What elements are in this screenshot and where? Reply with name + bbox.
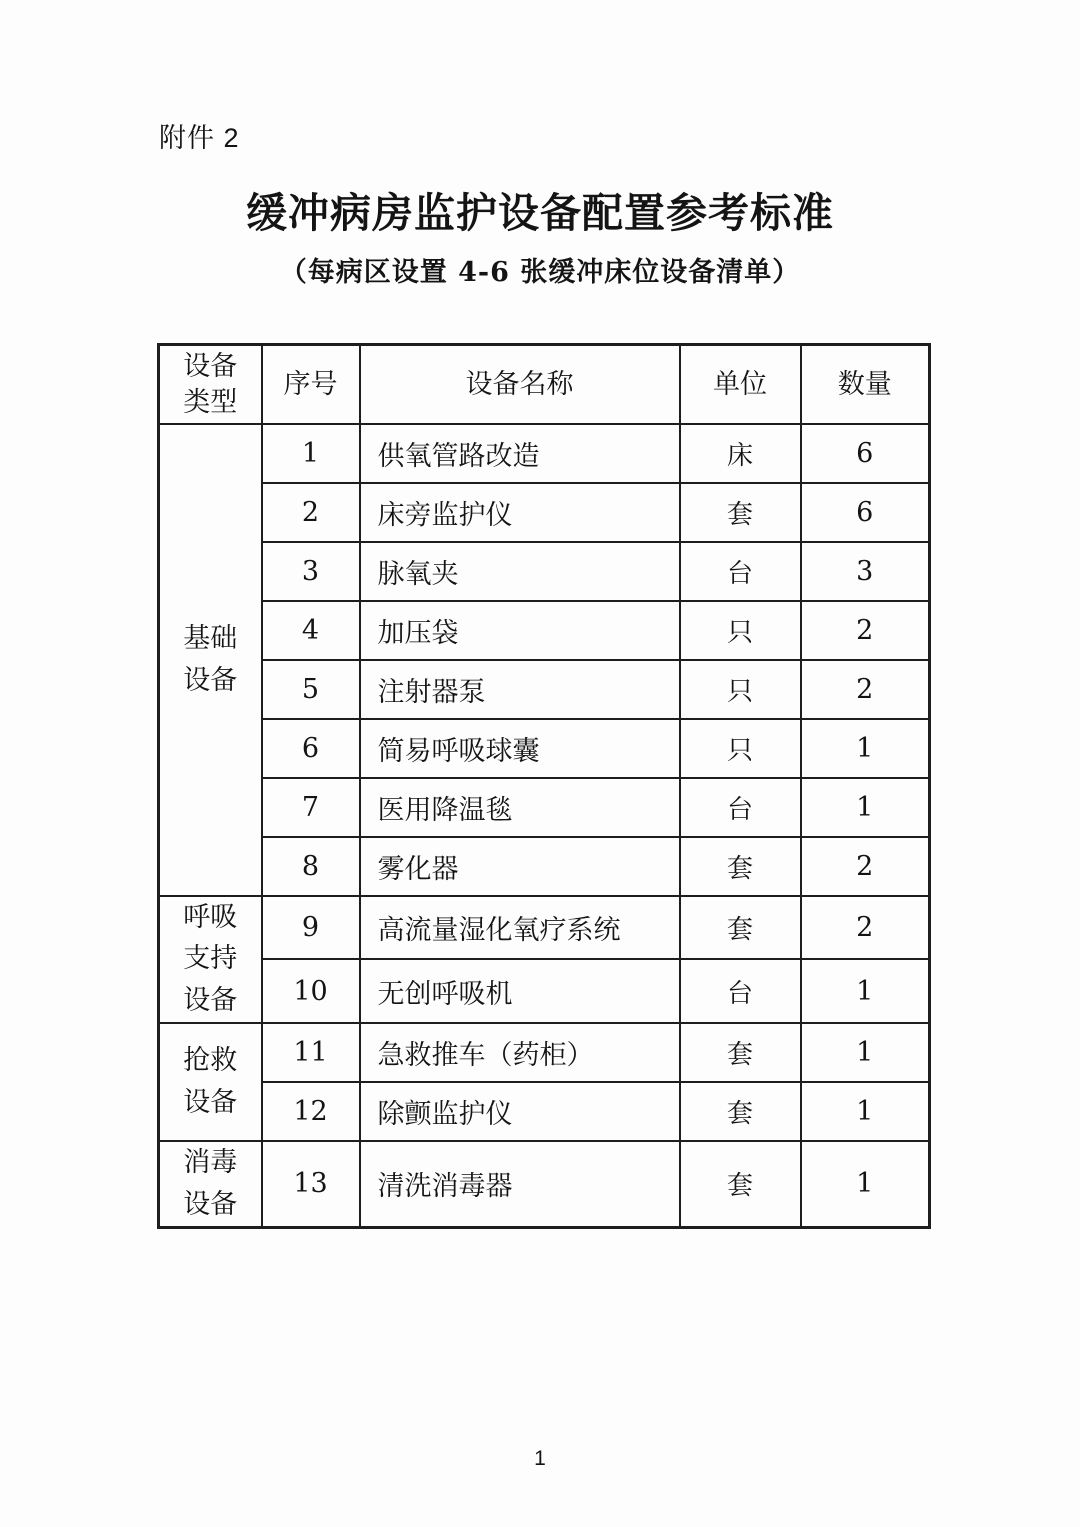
name-cell: 除颤监护仪 <box>360 1082 680 1141</box>
table-row <box>159 959 930 1023</box>
unit-cell: 套 <box>680 1082 801 1141</box>
unit-cell: 床 <box>680 424 801 483</box>
page-title: 缓冲病房监护设备配置参考标准 <box>246 190 834 236</box>
name-cell: 医用降温毯 <box>360 778 680 837</box>
name-cell: 高流量湿化氧疗系统 <box>360 896 680 960</box>
qty-cell: 1 <box>801 1141 930 1227</box>
category-cell: 基础设备 <box>159 424 262 896</box>
table-row <box>159 837 930 896</box>
serial-cell: 4 <box>262 601 360 660</box>
name-cell: 供氧管路改造 <box>360 424 680 483</box>
table-row <box>159 1023 930 1082</box>
qty-cell: 1 <box>801 959 930 1023</box>
table-row <box>159 719 930 778</box>
unit-cell: 台 <box>680 959 801 1023</box>
name-cell: 加压袋 <box>360 601 680 660</box>
unit-cell: 台 <box>680 778 801 837</box>
header-cell-0: 设备类型 <box>159 345 262 424</box>
name-cell: 雾化器 <box>360 837 680 896</box>
qty-cell: 6 <box>801 483 930 542</box>
unit-cell: 套 <box>680 837 801 896</box>
category-cell: 呼吸支持设备 <box>159 896 262 1024</box>
serial-cell: 8 <box>262 837 360 896</box>
equipment-table <box>157 343 931 1229</box>
table-row <box>159 1141 930 1227</box>
table-row <box>159 483 930 542</box>
category-cell: 抢救设备 <box>159 1023 262 1141</box>
unit-cell: 只 <box>680 601 801 660</box>
unit-cell: 只 <box>680 660 801 719</box>
serial-cell: 13 <box>262 1141 360 1227</box>
serial-cell: 1 <box>262 424 360 483</box>
qty-cell: 2 <box>801 896 930 960</box>
table-row <box>159 660 930 719</box>
qty-cell: 2 <box>801 660 930 719</box>
serial-cell: 7 <box>262 778 360 837</box>
qty-cell: 3 <box>801 542 930 601</box>
page-subtitle: （每病区设置 4-6 张缓冲床位设备清单） <box>279 257 801 288</box>
qty-cell: 1 <box>801 1082 930 1141</box>
table-row <box>159 896 930 960</box>
serial-cell: 12 <box>262 1082 360 1141</box>
serial-cell: 10 <box>262 959 360 1023</box>
unit-cell: 套 <box>680 1141 801 1227</box>
category-cell: 消毒设备 <box>159 1141 262 1227</box>
attachment-label: 附件 2 <box>159 123 240 153</box>
unit-cell: 只 <box>680 719 801 778</box>
serial-cell: 6 <box>262 719 360 778</box>
name-cell: 床旁监护仪 <box>360 483 680 542</box>
header-cell-3: 单位 <box>680 345 801 424</box>
unit-cell: 套 <box>680 483 801 542</box>
header-cell-4: 数量 <box>801 345 930 424</box>
name-cell: 无创呼吸机 <box>360 959 680 1023</box>
header-cell-2: 设备名称 <box>360 345 680 424</box>
qty-cell: 1 <box>801 778 930 837</box>
table-row <box>159 778 930 837</box>
qty-cell: 2 <box>801 837 930 896</box>
table-row <box>159 601 930 660</box>
qty-cell: 2 <box>801 601 930 660</box>
unit-cell: 套 <box>680 1023 801 1082</box>
serial-cell: 11 <box>262 1023 360 1082</box>
table-row <box>159 1082 930 1141</box>
header-cell-1: 序号 <box>262 345 360 424</box>
table-row <box>159 424 930 483</box>
unit-cell: 套 <box>680 896 801 960</box>
name-cell: 注射器泵 <box>360 660 680 719</box>
table-row <box>159 542 930 601</box>
unit-cell: 台 <box>680 542 801 601</box>
name-cell: 简易呼吸球囊 <box>360 719 680 778</box>
name-cell: 清洗消毒器 <box>360 1141 680 1227</box>
name-cell: 急救推车（药柜） <box>360 1023 680 1082</box>
serial-cell: 2 <box>262 483 360 542</box>
page-number: 1 <box>534 1447 546 1470</box>
serial-cell: 5 <box>262 660 360 719</box>
name-cell: 脉氧夹 <box>360 542 680 601</box>
qty-cell: 6 <box>801 424 930 483</box>
serial-cell: 9 <box>262 896 360 960</box>
qty-cell: 1 <box>801 1023 930 1082</box>
table-header-row <box>159 345 930 424</box>
qty-cell: 1 <box>801 719 930 778</box>
serial-cell: 3 <box>262 542 360 601</box>
